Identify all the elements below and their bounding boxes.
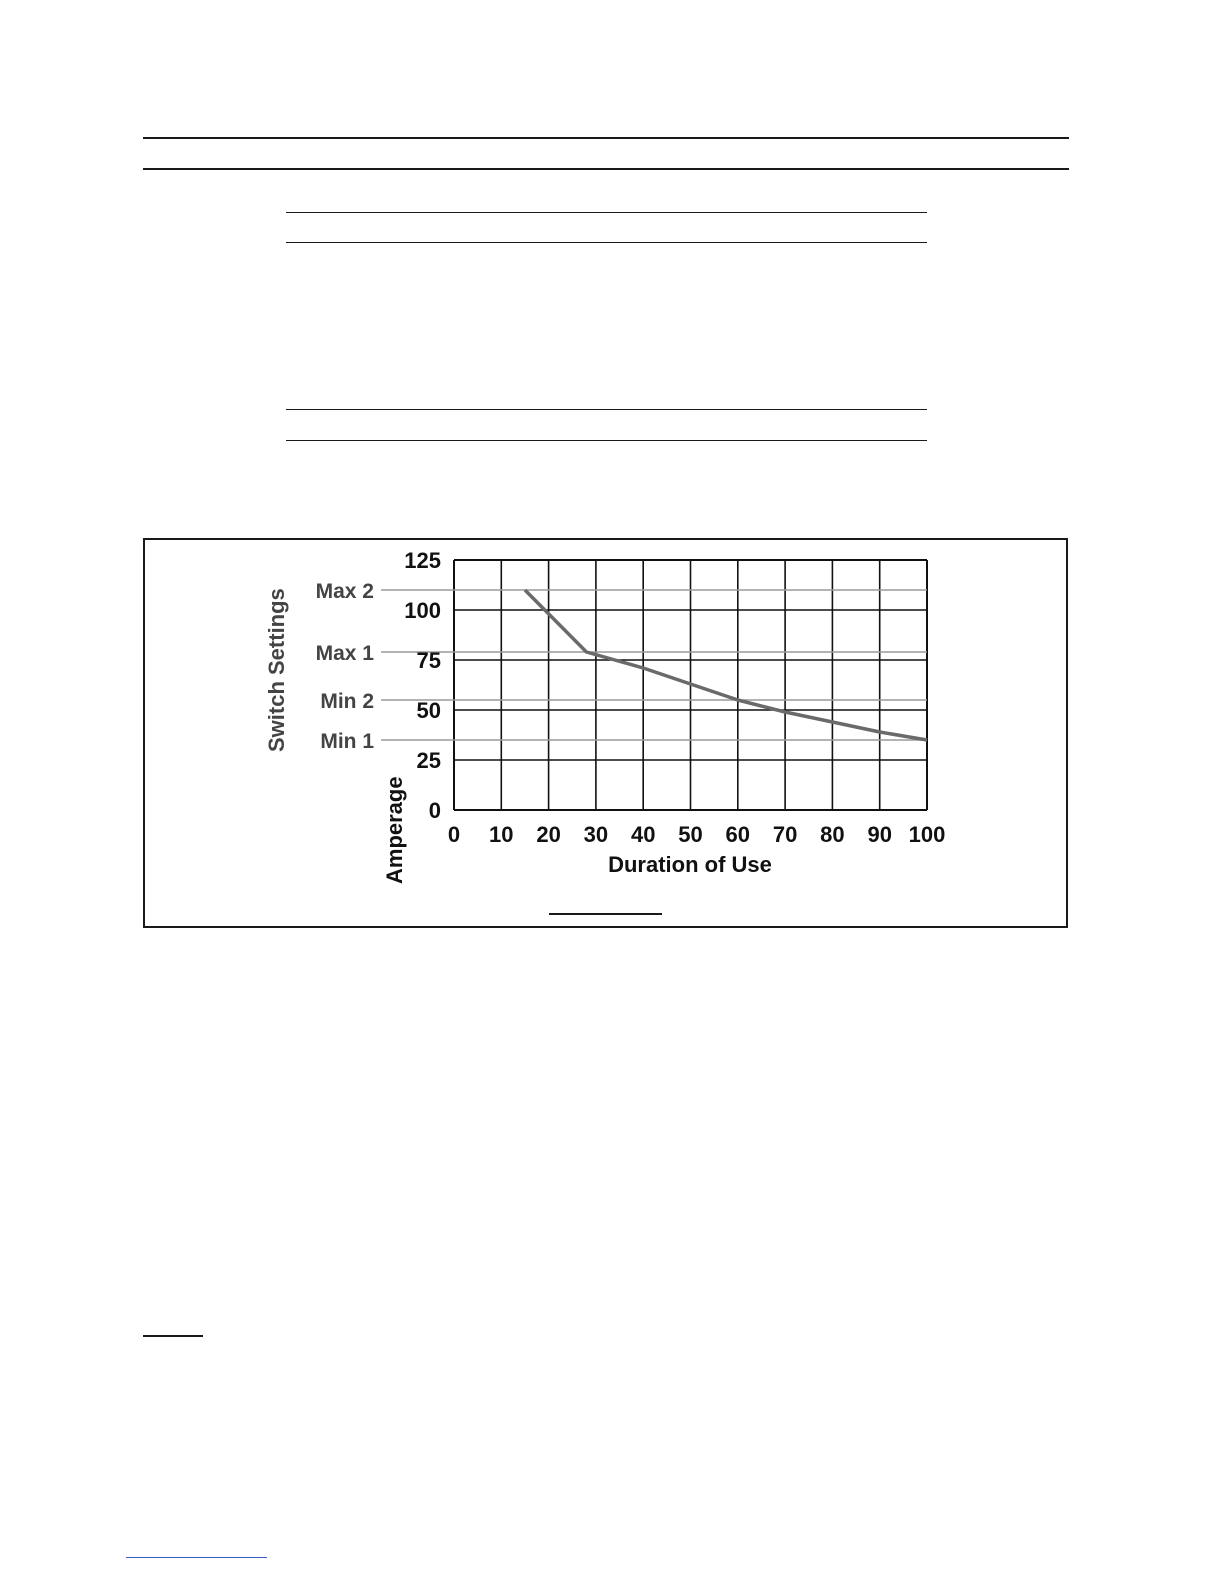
switch-settings-label: Switch Settings xyxy=(264,588,289,752)
header-rule-bottom xyxy=(143,168,1069,170)
x-tick-label: 20 xyxy=(536,822,561,847)
switch-setting-label: Max 2 xyxy=(315,580,374,603)
y-tick-label: 125 xyxy=(404,548,441,573)
section-rule-3 xyxy=(286,409,927,410)
x-tick-label: 40 xyxy=(630,822,656,847)
section-rule-1 xyxy=(286,212,927,213)
switch-setting-label: Max 1 xyxy=(315,642,374,665)
y-tick-label: 50 xyxy=(416,698,441,723)
x-tick-label: 0 xyxy=(447,822,461,847)
x-tick-label: 70 xyxy=(772,822,798,847)
section-rule-2 xyxy=(286,242,927,243)
x-tick-label: 10 xyxy=(489,822,514,847)
y-tick-label: 100 xyxy=(404,598,441,623)
y-axis-label: Amperage xyxy=(382,776,407,884)
y-tick-label: 0 xyxy=(428,798,441,823)
y-tick-label: 75 xyxy=(416,648,441,673)
x-tick-label: 100 xyxy=(908,822,946,847)
footer-link-underline xyxy=(126,1557,267,1558)
y-tick-label: 25 xyxy=(416,748,441,773)
switch-setting-label: Min 1 xyxy=(320,730,374,753)
header-rule-top xyxy=(143,137,1069,139)
switch-setting-label: Min 2 xyxy=(320,690,374,713)
x-axis-label: Duration of Use xyxy=(608,852,772,877)
x-tick-label: 30 xyxy=(583,822,609,847)
chart-frame xyxy=(143,538,1068,928)
x-tick-label: 60 xyxy=(725,822,751,847)
section-rule-4 xyxy=(286,440,927,441)
x-tick-label: 90 xyxy=(867,822,892,847)
note-underline xyxy=(143,1335,203,1337)
x-tick-label: 80 xyxy=(820,822,845,847)
x-tick-label: 50 xyxy=(678,822,703,847)
